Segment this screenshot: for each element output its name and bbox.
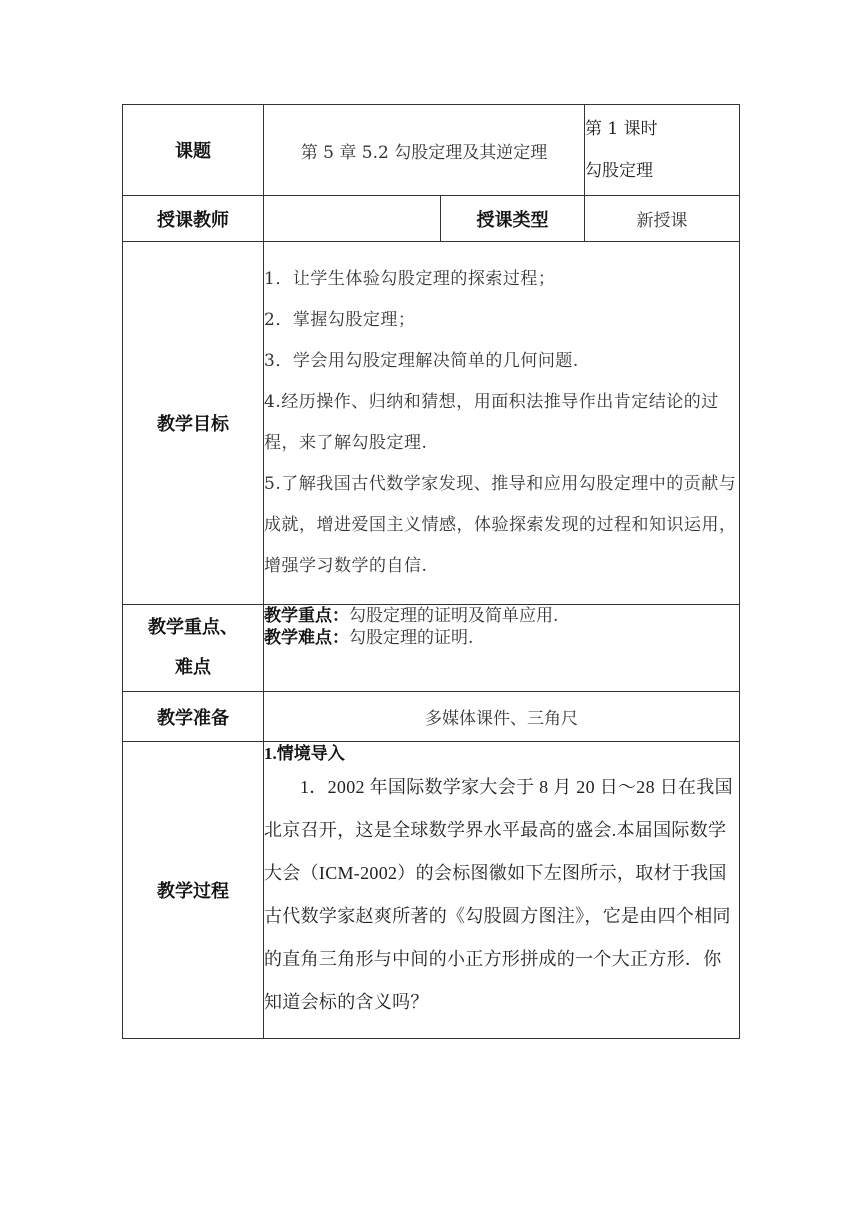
lesson-number: 第 1 课时 [585, 119, 658, 139]
lesson-plan-document [122, 104, 739, 1039]
goal-item: 3．学会用勾股定理解决简单的几何问题. [264, 351, 579, 371]
focus-line [264, 605, 739, 627]
preparation-label: 教学准备 [123, 692, 264, 742]
difficulty-label: 教学难点： [264, 628, 349, 648]
keypoints-content [264, 605, 740, 692]
goals-content [264, 242, 740, 605]
keypoints-label [123, 605, 264, 692]
difficulty-text: 勾股定理的证明. [349, 628, 474, 648]
goal-item: 1．让学生体验勾股定理的探索过程； [264, 269, 556, 289]
row-preparation [123, 692, 740, 742]
lesson-subtitle: 勾股定理 [585, 161, 653, 181]
topic-value: 第 5 章 5.2 勾股定理及其逆定理 [264, 105, 585, 196]
focus-text: 勾股定理的证明及简单应用. [349, 606, 559, 626]
lesson-type-label: 授课类型 [441, 196, 585, 242]
row-teacher [123, 196, 740, 242]
process-paragraph: 1．2002 年国际数学家大会于 8 月 20 日～28 日在我国北京召开，这是全球数学界水平最高的盛会.本届国际数学大会（ICM-2002）的会标图徽如下左图所示，取材于我国古代数学家赵爽所著的《勾股圆方图注》，它是由四个相同的直角三角形与中间的小正方形拼成的一个大正方形．你知道会标的含义吗？ [264, 777, 733, 1012]
lesson-plan-table [122, 104, 740, 1039]
keypoints-label-line2: 难点 [175, 657, 211, 678]
goal-item: 4.经历操作、归纳和猜想，用面积法推导作出肯定结论的过程，来了解勾股定理. [264, 392, 719, 453]
lesson-info [585, 105, 740, 196]
focus-label: 教学重点： [264, 606, 349, 626]
goal-item: 2．掌握勾股定理； [264, 310, 416, 330]
lesson-type-value: 新授课 [585, 196, 740, 242]
keypoints-label-line1: 教学重点、 [148, 617, 238, 638]
goal-item: 5.了解我国古代数学家发现、推导和应用勾股定理中的贡献与成就，增进爱国主义情感，体验探索发现的过程和知识运用，增强学习数学的自信. [264, 474, 737, 576]
row-goals [123, 242, 740, 605]
process-content [264, 742, 740, 1039]
teacher-value [264, 196, 441, 242]
preparation-value: 多媒体课件、三角尺 [264, 692, 740, 742]
row-keypoints [123, 605, 740, 692]
goals-label: 教学目标 [123, 242, 264, 605]
difficulty-line [264, 627, 739, 649]
process-label: 教学过程 [123, 742, 264, 1039]
process-heading: 1.情境导入 [264, 744, 345, 763]
topic-label: 课题 [123, 105, 264, 196]
row-process [123, 742, 740, 1039]
row-topic [123, 105, 740, 196]
teacher-label: 授课教师 [123, 196, 264, 242]
